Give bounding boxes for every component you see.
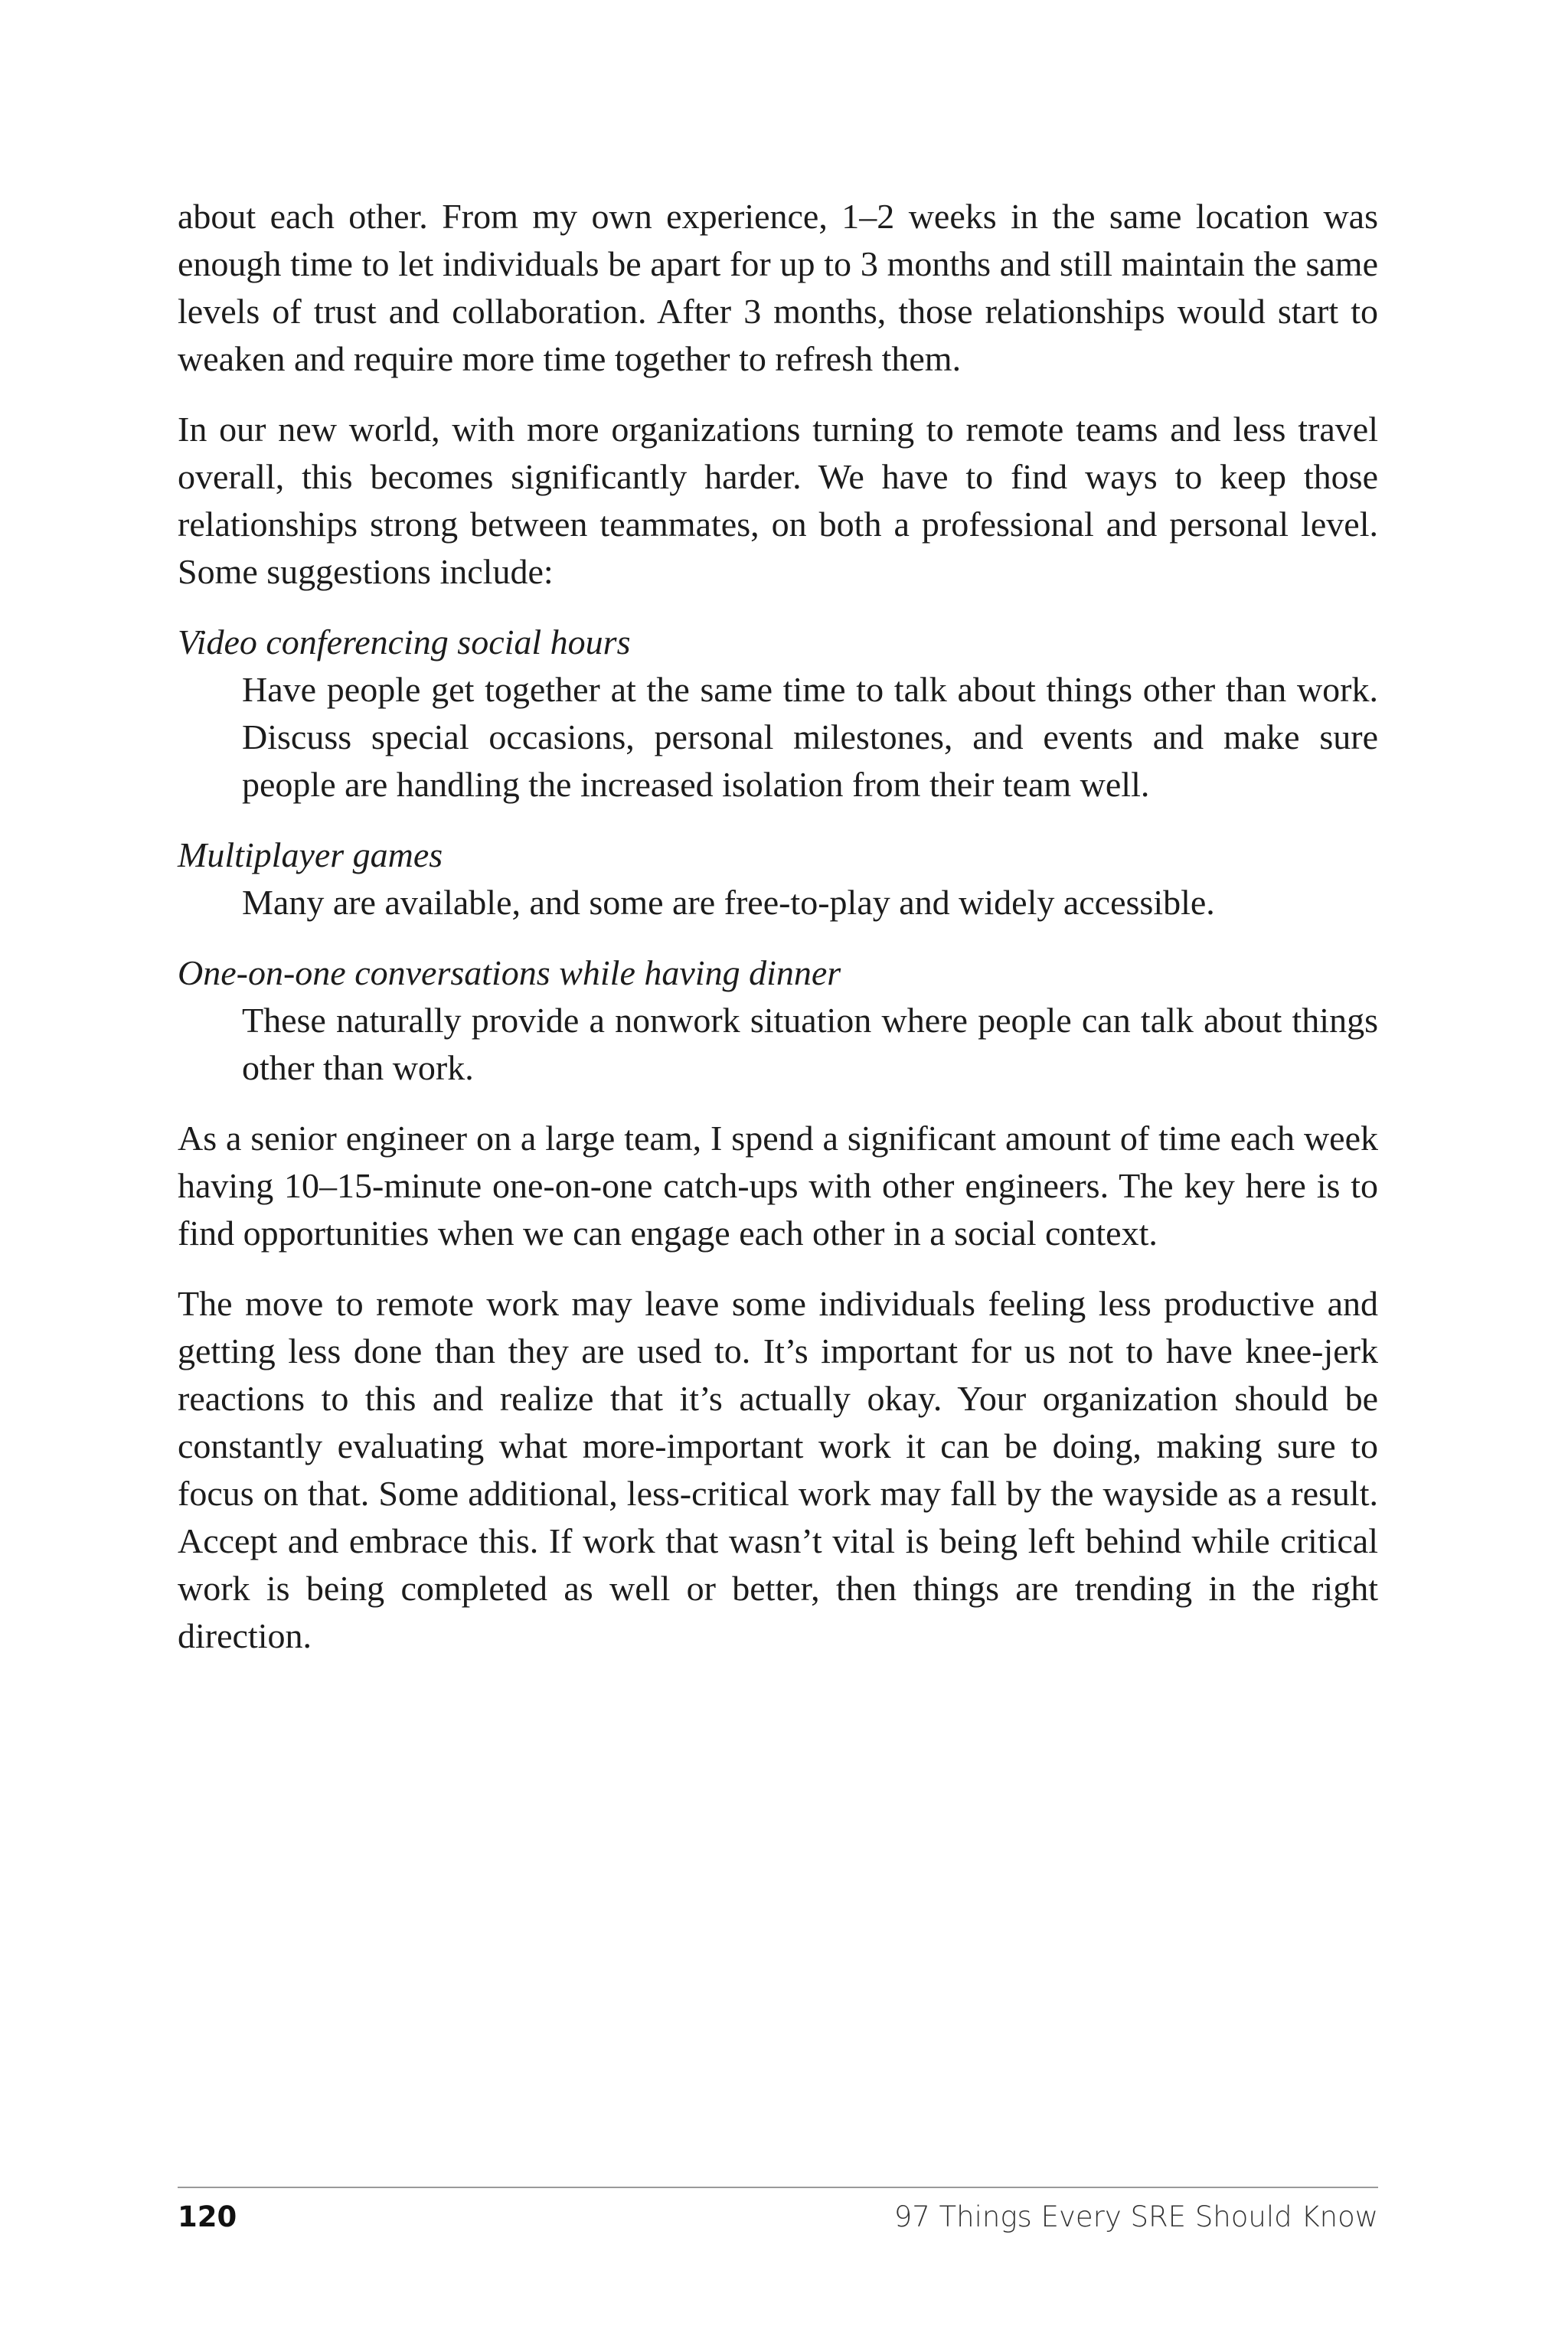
paragraph-productivity: The move to remote work may leave some individuals feeling less productive and getting less done than they are used to. It’s important for us not to have knee-jerk reactions to this and realize that it’s actually okay. Your organization should be constantly evaluating what more-important work it can be doing, making sure to focus on that. Some additional, less-critical work may fall by the wayside as a result. Accept and embrace this. If work that wasn’t vital is being left behind while critical work is being completed as well or better, then things are trending in the right direction. <box>178 1284 1378 1655</box>
suggestion-term-games: Multiplayer games <box>178 835 443 874</box>
book-title: 97 Things Every SRE Should Know <box>893 2200 1378 2233</box>
paragraph-relationships: about each other. From my own experience, 1–2 weeks in the same location was enough time to let individuals be apart for up to 3 months and still maintain the same levels of trust and collaboration. After 3 months, those relationships would start to weaken and require more time together to refresh them. <box>178 197 1378 378</box>
page-footer <box>178 2194 1378 2240</box>
suggestion-term-video: Video conferencing social hours <box>178 622 631 662</box>
page-number: 120 <box>178 2200 237 2233</box>
suggestions-list <box>178 619 1378 1092</box>
suggestion-desc-video: Have people get together at the same time to talk about things other than work. Discuss special occasions, personal milestones, and events and make sure people are handling the increased isolation from their team well. <box>242 670 1378 804</box>
suggestion-desc-games: Many are available, and some are free-to-play and widely accessible. <box>242 883 1215 922</box>
paragraph-remote-teams: In our new world, with more organizations turning to remote teams and less travel overall, this becomes significantly harder. We have to find ways to keep those relationships strong between teammates, on both a professional and personal level. Some suggestions include: <box>178 410 1378 591</box>
page-body <box>178 193 1378 1683</box>
footer-divider <box>178 2187 1378 2188</box>
suggestion-term-dinner: One-on-one conversations while having dinner <box>178 953 841 992</box>
paragraph-senior-engineer: As a senior engineer on a large team, I spend a significant amount of time each week having 10–15-minute one-on-one catch-ups with other engineers. The key here is to find opportunities when we can engage each other in a social context. <box>178 1119 1378 1253</box>
suggestion-desc-dinner: These naturally provide a nonwork situation where people can talk about things other than work. <box>242 1001 1378 1087</box>
